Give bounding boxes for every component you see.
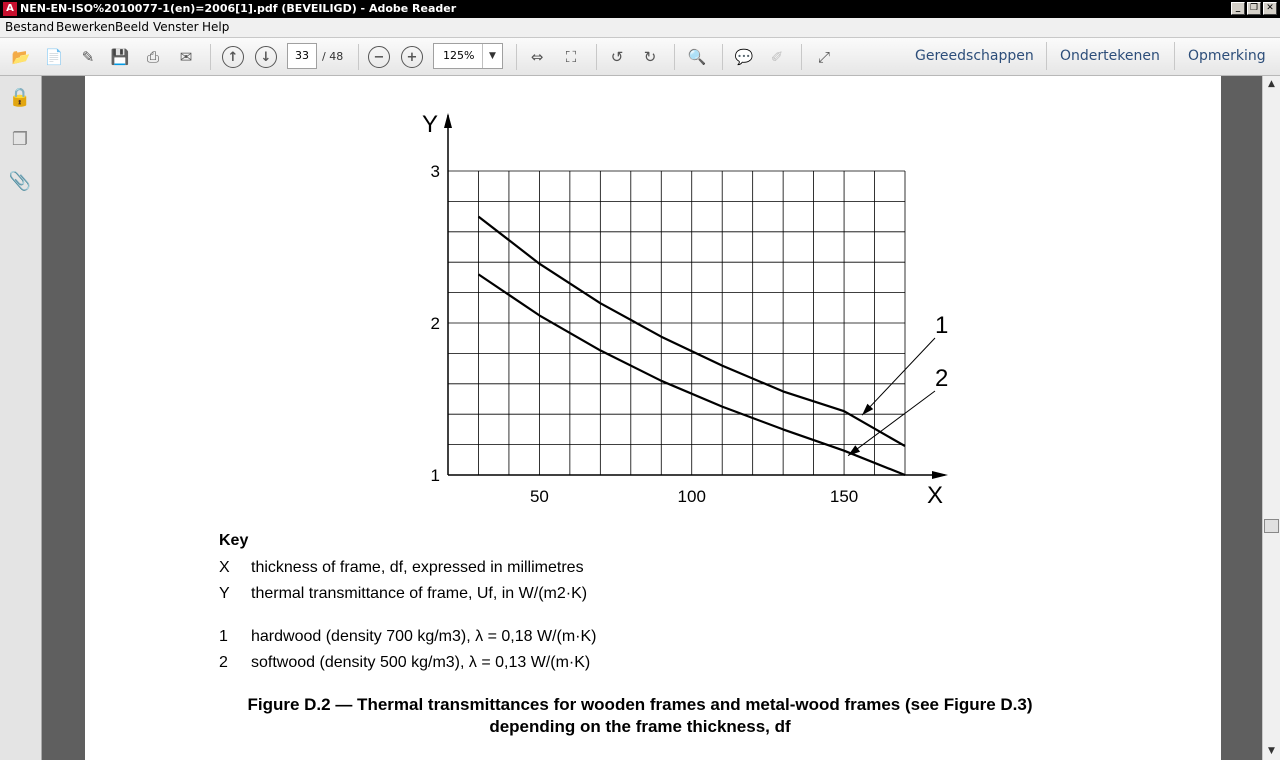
key-label: Y bbox=[219, 585, 230, 602]
thermal-transmittance-chart bbox=[410, 100, 970, 520]
key-description: thickness of frame, df, expressed in millimetres bbox=[251, 559, 584, 576]
navigation-pane bbox=[0, 76, 42, 760]
key-description: hardwood (density 700 kg/m3), λ = 0,18 W/(m·K) bbox=[251, 628, 597, 645]
sign-button[interactable]: Ondertekenen bbox=[1060, 48, 1160, 64]
restore-button[interactable]: ❐ bbox=[1247, 2, 1261, 15]
zoom-out-icon[interactable]: − bbox=[368, 46, 390, 68]
annotation-label-1: 1 bbox=[935, 312, 949, 339]
previous-page-icon[interactable]: ↑ bbox=[222, 46, 244, 68]
next-page-icon[interactable]: ↓ bbox=[255, 46, 277, 68]
figure-caption: Figure D.2 — Thermal transmittances for wooden frames and metal-wood frames (see Figure D.3) bbox=[247, 695, 1033, 714]
zoom-in-icon[interactable]: + bbox=[401, 46, 423, 68]
pdf-icon: A bbox=[3, 2, 17, 16]
window-title: NEN-EN-ISO%2010077-1(en)=2006[1].pdf (BEVEILIGD) - Adobe Reader bbox=[20, 2, 457, 15]
x-tick-label: 100 bbox=[677, 487, 706, 506]
rotate-right-icon[interactable]: ↻ bbox=[643, 48, 657, 66]
print-icon[interactable]: ⎙ bbox=[146, 48, 159, 66]
menu-bestand[interactable]: Bestand bbox=[5, 20, 55, 34]
scroll-down-icon[interactable]: ▼ bbox=[1268, 746, 1275, 756]
annotation-leader-2 bbox=[848, 391, 935, 456]
fit-width-icon[interactable]: ⇔ bbox=[530, 48, 544, 66]
email-icon[interactable]: ✉ bbox=[179, 48, 193, 66]
highlight-icon: ✐ bbox=[770, 48, 784, 66]
zoom-value: 125% bbox=[443, 49, 475, 62]
fullscreen-icon[interactable]: ⤢ bbox=[817, 48, 830, 66]
y-tick-label: 2 bbox=[430, 314, 440, 333]
chevron-down-icon[interactable]: ▼ bbox=[482, 44, 502, 68]
x-axis-label: X bbox=[927, 482, 944, 509]
edit-icon[interactable]: ✎ bbox=[81, 48, 95, 66]
key-label: 1 bbox=[219, 628, 228, 645]
rotate-left-icon[interactable]: ↺ bbox=[610, 48, 624, 66]
page-number-input[interactable]: 33 bbox=[287, 43, 317, 69]
title-bar bbox=[0, 0, 1280, 18]
tools-button[interactable]: Gereedschappen bbox=[915, 48, 1034, 64]
page-total: / 48 bbox=[322, 50, 344, 63]
attachment-icon[interactable]: 📎 bbox=[8, 170, 32, 192]
scroll-thumb[interactable] bbox=[1264, 519, 1279, 533]
vertical-scrollbar[interactable] bbox=[1262, 76, 1280, 760]
y-tick-label: 3 bbox=[430, 162, 440, 181]
key-label: X bbox=[219, 559, 230, 576]
x-axis-arrow bbox=[932, 471, 948, 479]
find-icon[interactable]: 🔍 bbox=[687, 48, 707, 66]
close-button[interactable]: ✕ bbox=[1263, 2, 1277, 15]
pages-icon[interactable]: ❐ bbox=[11, 128, 29, 150]
zoom-select[interactable] bbox=[433, 43, 503, 69]
key-title: Key bbox=[219, 532, 249, 549]
y-tick-label: 1 bbox=[430, 466, 440, 485]
comment-icon: 💬 bbox=[734, 48, 754, 66]
key-description: thermal transmittance of frame, Uf, in W/(m2·K) bbox=[251, 585, 588, 602]
key-description: softwood (density 500 kg/m3), λ = 0,13 W/(m·K) bbox=[251, 654, 591, 671]
menu-help[interactable]: Help bbox=[202, 20, 230, 34]
x-tick-label: 150 bbox=[829, 487, 859, 506]
y-axis-label: Y bbox=[422, 111, 439, 138]
key-label: 2 bbox=[219, 654, 228, 671]
open-icon[interactable]: 📂 bbox=[11, 48, 31, 66]
menu-beeld[interactable]: Beeld bbox=[115, 20, 149, 34]
y-axis-arrow bbox=[444, 113, 452, 128]
x-tick-label: 50 bbox=[529, 487, 549, 506]
scroll-up-icon[interactable]: ▲ bbox=[1268, 79, 1275, 89]
minimize-button[interactable]: _ bbox=[1231, 2, 1245, 15]
figure-caption-subtitle: depending on the frame thickness, df bbox=[489, 717, 791, 736]
menu-bar bbox=[0, 18, 1280, 38]
save-icon[interactable]: 💾 bbox=[110, 48, 130, 66]
comment-button[interactable]: Opmerking bbox=[1188, 48, 1266, 64]
annotation-label-2: 2 bbox=[935, 365, 949, 392]
menu-bewerken[interactable]: Bewerken bbox=[56, 20, 116, 34]
fit-page-icon[interactable]: ⛶ bbox=[565, 48, 577, 66]
create-pdf-icon[interactable]: 📄 bbox=[44, 48, 64, 66]
menu-venster[interactable]: Venster bbox=[153, 20, 199, 34]
annotation-leader-1 bbox=[862, 338, 935, 415]
lock-icon[interactable]: 🔒 bbox=[8, 86, 32, 108]
